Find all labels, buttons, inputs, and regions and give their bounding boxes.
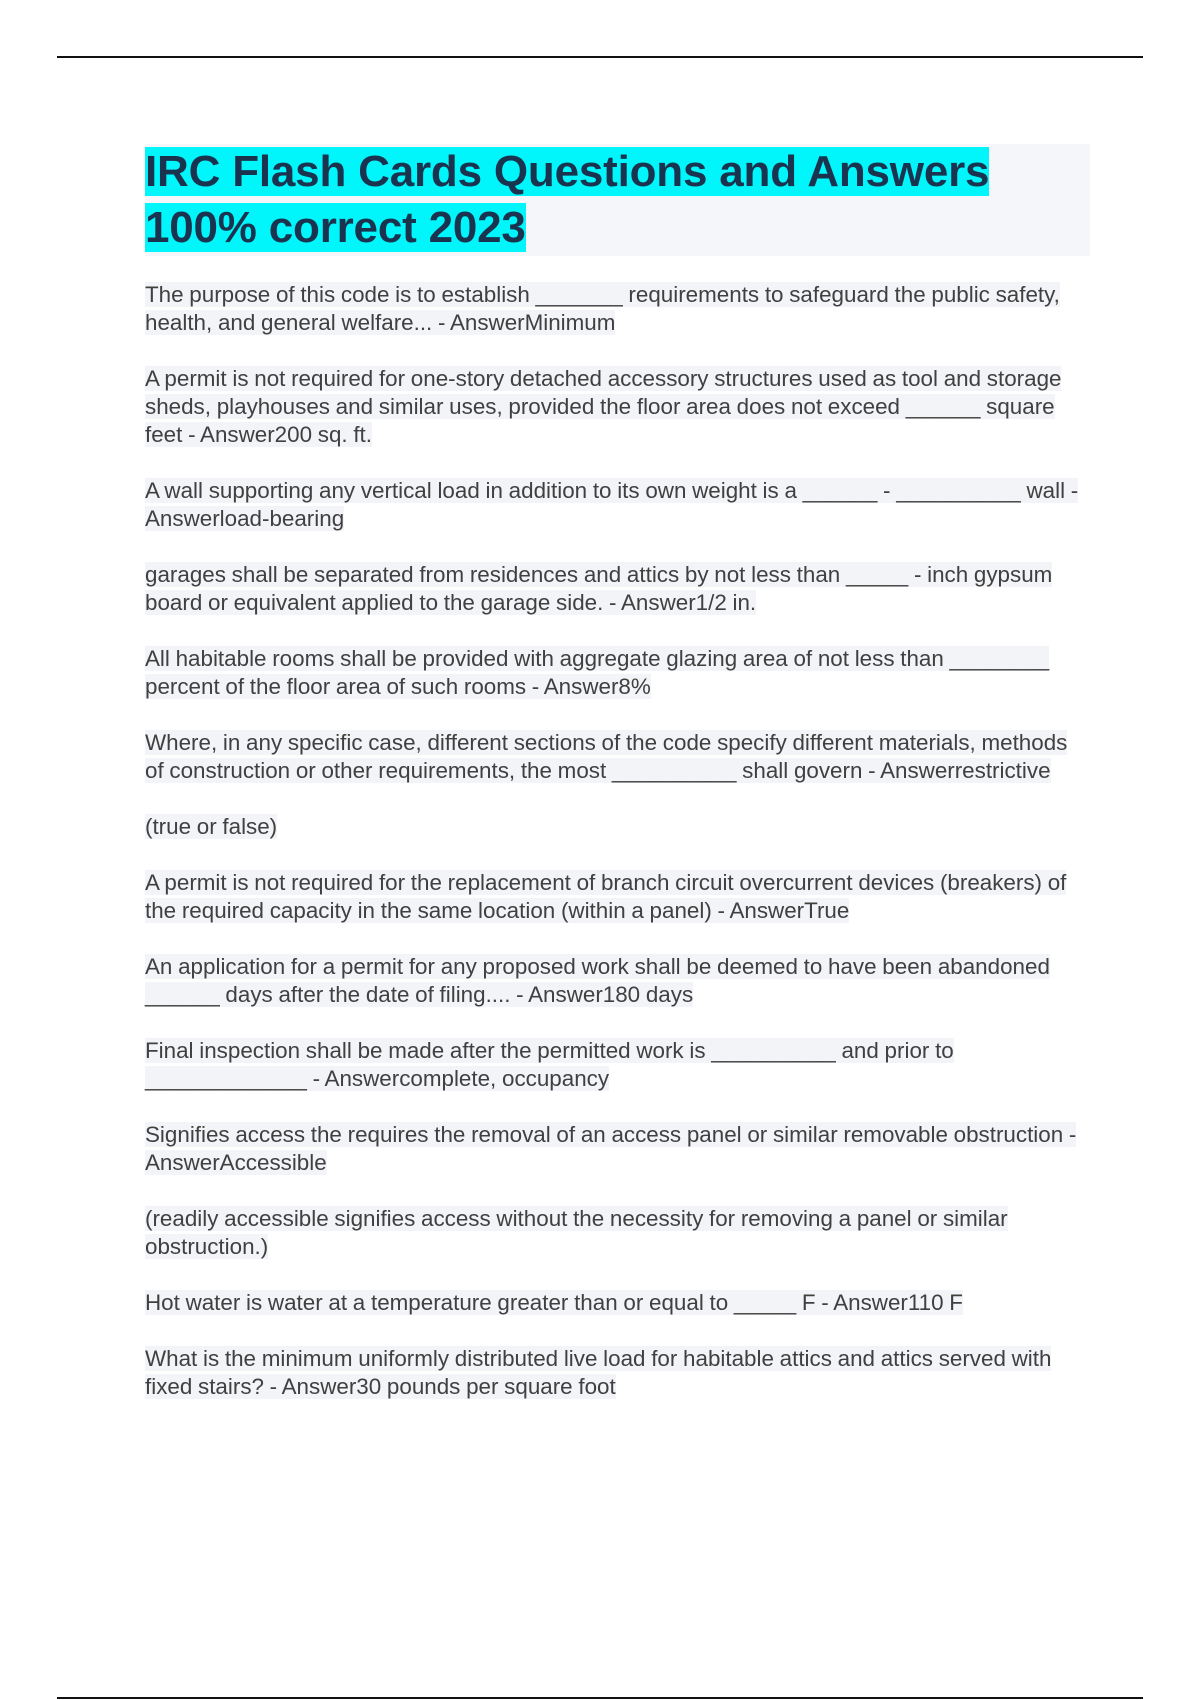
flash-card	[145, 477, 1090, 533]
card-text: garages shall be separated from residences and attics by not less than _____ - inch gypsum board or equivalent applied to the garage side. - Answer1/2 in.	[145, 562, 1053, 615]
flash-card	[145, 729, 1090, 785]
card-text: The purpose of this code is to establish _______ requirements to safeguard the public safety, health, and general welfare... - AnswerMinimum	[145, 282, 1060, 335]
card-text: A permit is not required for the replacement of branch circuit overcurrent devices (breakers) of the required capacity in the same location (within a panel) - AnswerTrue	[145, 870, 1067, 923]
top-rule	[57, 56, 1143, 58]
card-text: What is the minimum uniformly distributed live load for habitable attics and attics served with fixed stairs? - Answer30 pounds per square foot	[145, 1346, 1052, 1399]
bottom-rule	[57, 1697, 1143, 1699]
flash-card	[145, 365, 1090, 449]
flash-card	[145, 1037, 1090, 1093]
card-text: Signifies access the requires the removal of an access panel or similar removable obstruction - AnswerAccessible	[145, 1122, 1077, 1175]
flash-card	[145, 1121, 1090, 1177]
card-text: An application for a permit for any proposed work shall be deemed to have been abandoned ______ days after the date of filing.... - Answer180 days	[145, 954, 1050, 1007]
title-line-2: 100% correct 2023	[145, 203, 526, 252]
card-text: A permit is not required for one-story detached accessory structures used as tool and storage sheds, playhouses and similar uses, provided the floor area does not exceed ______ square feet - Answer200 sq. ft.	[145, 366, 1062, 447]
document-body	[145, 144, 1090, 1429]
card-text: A wall supporting any vertical load in addition to its own weight is a ______ - __________ wall - Answerload-bearing	[145, 478, 1079, 531]
document-title	[145, 144, 1090, 256]
flash-card	[145, 645, 1090, 701]
title-line-1: IRC Flash Cards Questions and Answers	[145, 147, 990, 196]
flash-card	[145, 813, 1090, 841]
card-text: Where, in any specific case, different sections of the code specify different materials, methods of construction or other requirements, the most __________ shall govern - Answerrestrictive	[145, 730, 1068, 783]
flash-card	[145, 561, 1090, 617]
title-block	[145, 144, 1090, 256]
flash-card	[145, 281, 1090, 337]
flash-card	[145, 1345, 1090, 1401]
card-text: (true or false)	[145, 814, 278, 839]
card-text: Hot water is water at a temperature greater than or equal to _____ F - Answer110 F	[145, 1290, 963, 1315]
flash-card	[145, 869, 1090, 925]
card-text: (readily accessible signifies access without the necessity for removing a panel or similar obstruction.)	[145, 1206, 1008, 1259]
flash-card	[145, 1205, 1090, 1261]
card-text: All habitable rooms shall be provided with aggregate glazing area of not less than ________ percent of the floor area of such rooms - Answer8%	[145, 646, 1050, 699]
flash-card	[145, 1289, 1090, 1317]
flash-card	[145, 953, 1090, 1009]
card-text: Final inspection shall be made after the permitted work is __________ and prior to _____________ - Answercomplete, occupancy	[145, 1038, 954, 1091]
